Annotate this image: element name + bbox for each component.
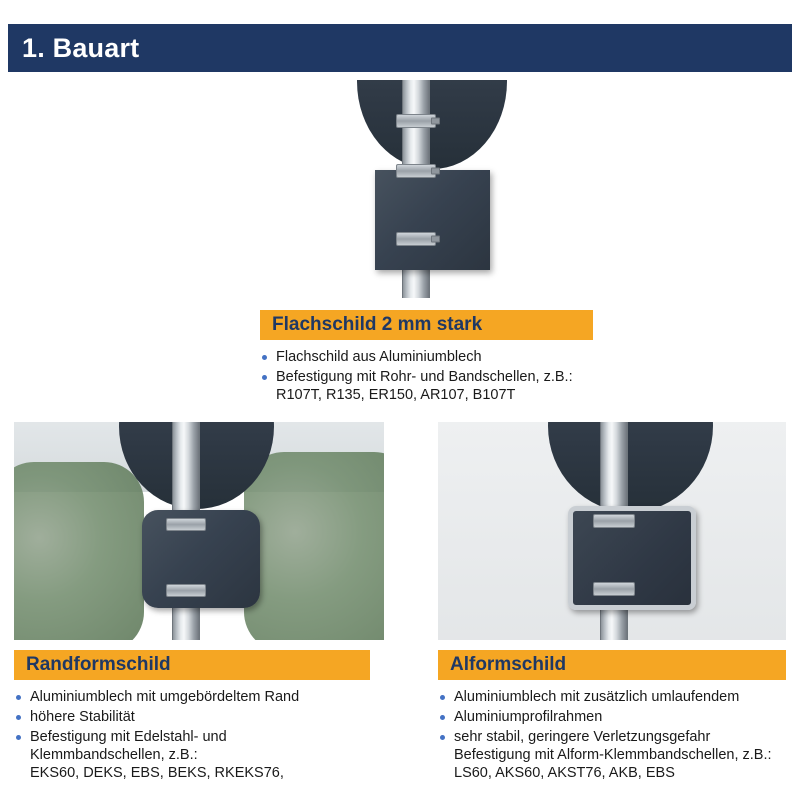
sign-plate-flat: [375, 170, 490, 270]
band-clamp-2: [166, 584, 206, 597]
bullet-list-flachschild: [260, 348, 600, 404]
list-item: [14, 688, 374, 706]
band-clamp-1: [166, 518, 206, 531]
bullet-text: sehr stabil, geringere Verletzungsgefahr: [454, 729, 711, 745]
bullet-text: höhere Stabilität: [30, 709, 135, 725]
list-item: [14, 728, 374, 782]
randformschild-photo: [14, 422, 384, 640]
bullet-list-randformschild: [14, 688, 374, 782]
section-label-alformschild: [438, 650, 786, 680]
list-item: [260, 348, 600, 366]
bullet-list-alformschild: [438, 688, 788, 782]
list-item: [438, 708, 788, 726]
section-label-text: Randformschild: [26, 654, 171, 675]
bullet-text: Aluminiumblech mit zusätzlich umlaufendem: [454, 689, 740, 705]
list-item: [260, 368, 600, 404]
section-randformschild: [14, 650, 374, 784]
section-alformschild: [438, 650, 788, 784]
bullet-text: Befestigung mit Rohr- und Bandschellen, z.B.:: [276, 369, 573, 385]
bullet-text-cont2: LS60, AKS60, AKST76, AKB, EBS: [454, 765, 675, 781]
bullet-text-cont: Befestigung mit Alform-Klemmbandschellen, z.B.:: [454, 747, 772, 763]
pipe-clamp-3: [396, 232, 436, 246]
alform-clamp-1: [593, 514, 635, 528]
bullet-text-cont: Klemmbandschellen, z.B.:: [30, 747, 198, 763]
section-flachschild: [260, 310, 600, 406]
list-item: [438, 688, 788, 706]
clamp-bolt: [431, 118, 440, 125]
page-title: 1. Bauart: [22, 32, 140, 63]
pipe-clamp-2: [396, 164, 436, 178]
flachschild-photo: [262, 80, 592, 298]
section-label-text: Flachschild 2 mm stark: [272, 314, 483, 335]
bullet-text: Aluminiumprofilrahmen: [454, 709, 603, 725]
bullet-text-cont: R107T, R135, ER150, AR107, B107T: [276, 387, 516, 403]
list-item: [438, 728, 788, 782]
bullet-text: Flachschild aus Aluminiumblech: [276, 349, 482, 365]
section-label-flachschild: [260, 310, 593, 340]
list-item: [14, 708, 374, 726]
clamp-bolt: [431, 168, 440, 175]
photo-foliage: [244, 452, 384, 640]
clamp-bolt: [431, 236, 440, 243]
alformschild-photo: [438, 422, 786, 640]
photo-foliage: [14, 462, 144, 640]
page-header: [8, 24, 792, 72]
alform-clamp-2: [593, 582, 635, 596]
pipe-clamp-1: [396, 114, 436, 128]
section-label-text: Alformschild: [450, 654, 567, 675]
section-label-randformschild: [14, 650, 370, 680]
bullet-text: Befestigung mit Edelstahl- und: [30, 729, 227, 745]
bullet-text-cont2: EKS60, DEKS, EBS, BEKS, RKEKS76,: [30, 765, 284, 781]
bullet-text: Aluminiumblech mit umgebördeltem Rand: [30, 689, 300, 705]
